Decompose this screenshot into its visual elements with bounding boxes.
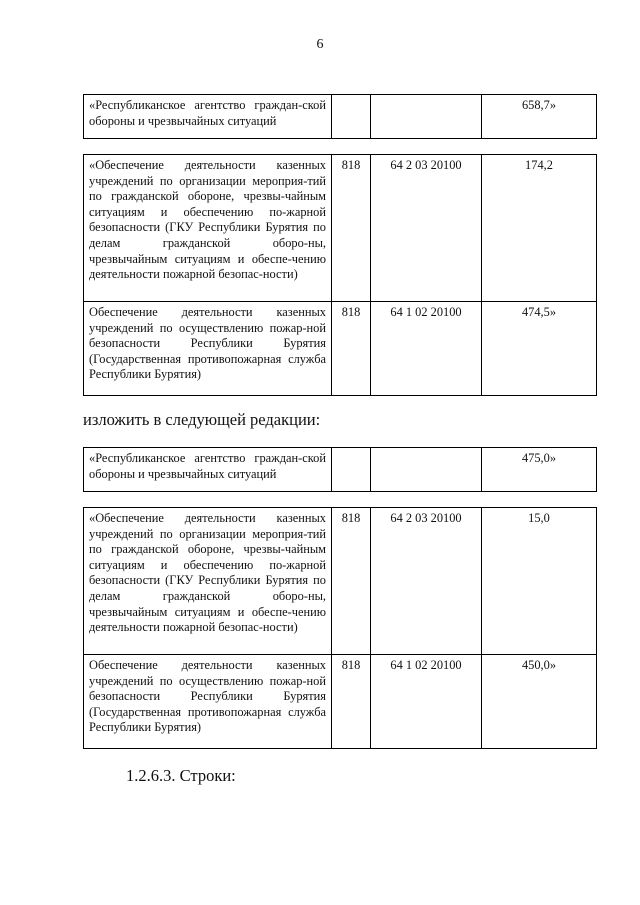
- new-detail-table: [83, 507, 597, 749]
- row-code: 818: [332, 655, 371, 749]
- agency-code: [332, 95, 371, 139]
- row-name: Обеспечение деятельности казенных учреждений по осуществлению пожар-ной безопасности Республики Бурятия (Государственная противопожарная служба Республики Бурятия): [84, 655, 332, 749]
- row-code: 818: [332, 155, 371, 302]
- row-name: «Обеспечение деятельности казенных учреждений по организации мероприя-тий по гражданской обороне, чрезвы-чайным ситуациям и обеспечению по-жарной безопасности (ГКУ Республики Бурятия по делам гражданской оборо-ны, чрезвычайным ситуациям и обеспе-чению деятельности пожарной безопас-ности): [84, 155, 332, 302]
- row-name: «Обеспечение деятельности казенных учреждений по организации мероприя-тий по гражданской обороне, чрезвы-чайным ситуациям и обеспечению по-жарной безопасности (ГКУ Республики Бурятия по делам гражданской оборо-ны, чрезвычайным ситуациям и обеспе-чению деятельности пожарной безопас-ности): [84, 508, 332, 655]
- section-heading: 1.2.6.3. Строки:: [126, 766, 236, 785]
- agency-amount: 658,7»: [482, 95, 597, 139]
- row-amount: 174,2: [482, 155, 597, 302]
- row-name: Обеспечение деятельности казенных учреждений по осуществлению пожар-ной безопасности Республики Бурятия (Государственная противопожарная служба Республики Бурятия): [84, 302, 332, 396]
- row-code: 818: [332, 302, 371, 396]
- agency-code: [332, 448, 371, 492]
- table-row: [84, 448, 597, 492]
- agency-kbk: [371, 95, 482, 139]
- agency-name: «Республиканское агентство граждан-ской обороны и чрезвычайных ситуаций: [84, 448, 332, 492]
- row-kbk: 64 2 03 20100: [371, 155, 482, 302]
- page-number: 6: [316, 37, 324, 52]
- replace-instruction: изложить в следующей редакции:: [83, 410, 321, 429]
- table-row: [84, 95, 597, 139]
- row-amount: 15,0: [482, 508, 597, 655]
- old-agency-table: [83, 94, 597, 139]
- table-row: [84, 655, 597, 749]
- agency-kbk: [371, 448, 482, 492]
- table-row: [84, 508, 597, 655]
- row-kbk: 64 1 02 20100: [371, 302, 482, 396]
- row-amount: 474,5»: [482, 302, 597, 396]
- agency-amount: 475,0»: [482, 448, 597, 492]
- row-kbk: 64 2 03 20100: [371, 508, 482, 655]
- row-code: 818: [332, 508, 371, 655]
- row-kbk: 64 1 02 20100: [371, 655, 482, 749]
- table-row: [84, 302, 597, 396]
- row-amount: 450,0»: [482, 655, 597, 749]
- table-row: [84, 155, 597, 302]
- new-agency-table: [83, 447, 597, 492]
- agency-name: «Республиканское агентство граждан-ской обороны и чрезвычайных ситуаций: [84, 95, 332, 139]
- old-detail-table: [83, 154, 597, 396]
